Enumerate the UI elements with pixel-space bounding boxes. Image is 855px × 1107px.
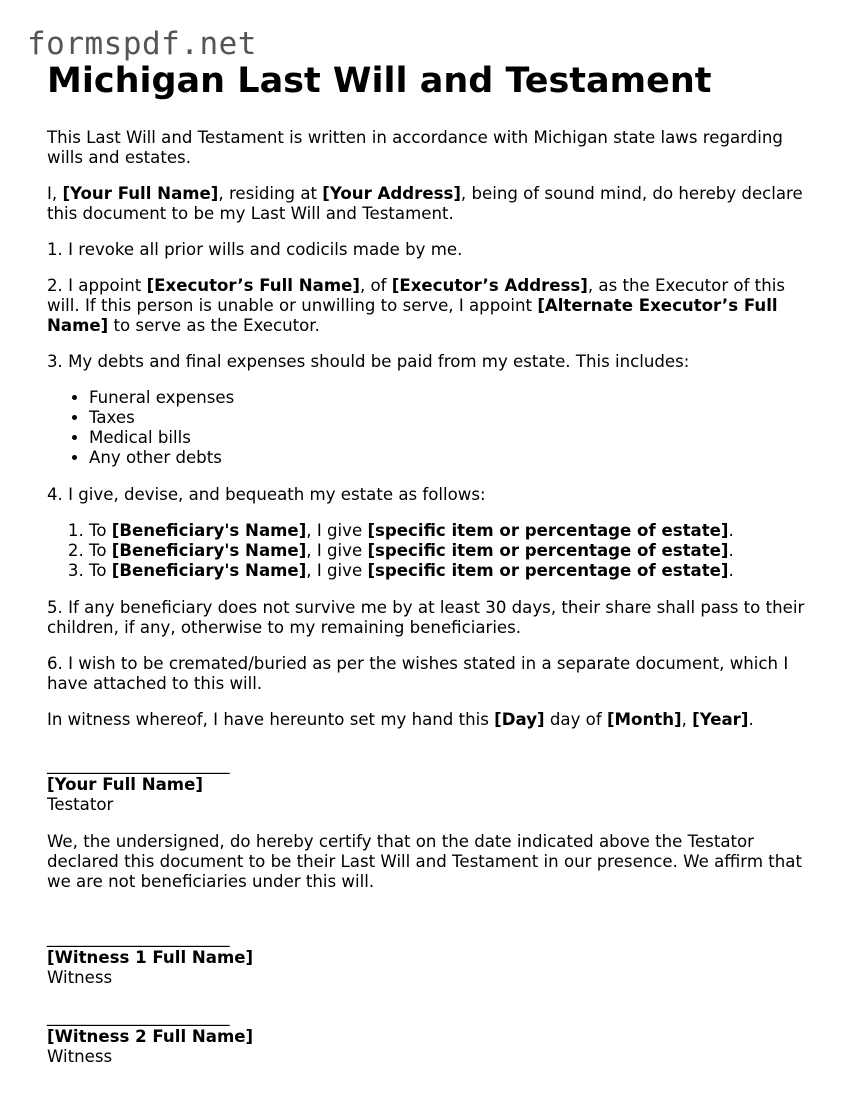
year-placeholder: [Year] xyxy=(692,710,749,729)
witness-date-line: In witness whereof, I have hereunto set my hand this [Day] day of [Month], [Year]. xyxy=(47,710,754,729)
witness-2-signature-block xyxy=(47,1007,822,1067)
testator-address-placeholder: [Your Address] xyxy=(322,184,461,203)
list-item: 2. To [Beneficiary's Name], I give [specific item or percentage of estate]. xyxy=(89,541,822,561)
bequests-list xyxy=(47,521,822,581)
signature-line: ______________________ xyxy=(47,1007,230,1026)
page-title: Michigan Last Will and Testament xyxy=(47,61,712,101)
declaration-paragraph: I, [Your Full Name], residing at [Your Address], being of sound mind, do hereby declare this document to be my Last Will and Testament. xyxy=(47,184,803,223)
signer-role: Witness xyxy=(47,1047,113,1066)
testator-name-placeholder: [Your Full Name] xyxy=(62,184,219,203)
list-item: • Taxes xyxy=(89,408,822,428)
clause-1: 1. I revoke all prior wills and codicils made by me. xyxy=(47,240,463,259)
month-placeholder: [Month] xyxy=(606,710,682,729)
signer-name: [Witness 2 Full Name] xyxy=(47,1027,254,1046)
list-item: 3. To [Beneficiary's Name], I give [specific item or percentage of estate]. xyxy=(89,561,822,581)
testator-signature-block xyxy=(47,755,822,815)
list-item: • Medical bills xyxy=(89,428,822,448)
signer-name: [Your Full Name] xyxy=(47,775,203,794)
clause-6: 6. I wish to be cremated/buried as per the wishes stated in a separate document, which I have attached to this will. xyxy=(47,654,789,693)
debts-list xyxy=(47,388,822,468)
clause-3: 3. My debts and final expenses should be paid from my estate. This includes: xyxy=(47,352,690,371)
signer-role: Witness xyxy=(47,968,113,987)
signer-name: [Witness 1 Full Name] xyxy=(47,948,254,967)
signer-role: Testator xyxy=(47,795,114,814)
attestation-paragraph: We, the undersigned, do hereby certify that on the date indicated above the Testator declared this document to be their Last Will and Testament in our presence. We affirm that we are not beneficiaries under this will. xyxy=(47,832,802,891)
intro-paragraph: This Last Will and Testament is written in accordance with Michigan state laws regarding wills and estates. xyxy=(47,128,783,167)
alternate-executor-placeholder: [Alternate Executor’s Full Name] xyxy=(47,296,778,335)
clause-5: 5. If any beneficiary does not survive me by at least 30 days, their share shall pass to their children, if any, otherwise to my remaining beneficiaries. xyxy=(47,598,805,637)
day-placeholder: [Day] xyxy=(494,710,545,729)
clause-2: 2. I appoint [Executor’s Full Name], of [Executor’s Address], as the Executor of this will. If this person is unable or unwilling to serve, I appoint [Alternate Executor’s Full Name] to serve as the Executor. xyxy=(47,276,785,335)
signature-line: ______________________ xyxy=(47,928,230,947)
executor-name-placeholder: [Executor’s Full Name] xyxy=(146,276,360,295)
watermark-text: formspdf.net xyxy=(27,26,257,62)
list-item: • Funeral expenses xyxy=(89,388,822,408)
list-item: 1. To [Beneficiary's Name], I give [specific item or percentage of estate]. xyxy=(89,521,822,541)
executor-address-placeholder: [Executor’s Address] xyxy=(391,276,588,295)
clause-4: 4. I give, devise, and bequeath my estate as follows: xyxy=(47,485,486,504)
document-page xyxy=(47,60,822,1084)
list-item: • Any other debts xyxy=(89,448,822,468)
signature-line: ______________________ xyxy=(47,755,230,774)
witness-1-signature-block xyxy=(47,928,822,988)
